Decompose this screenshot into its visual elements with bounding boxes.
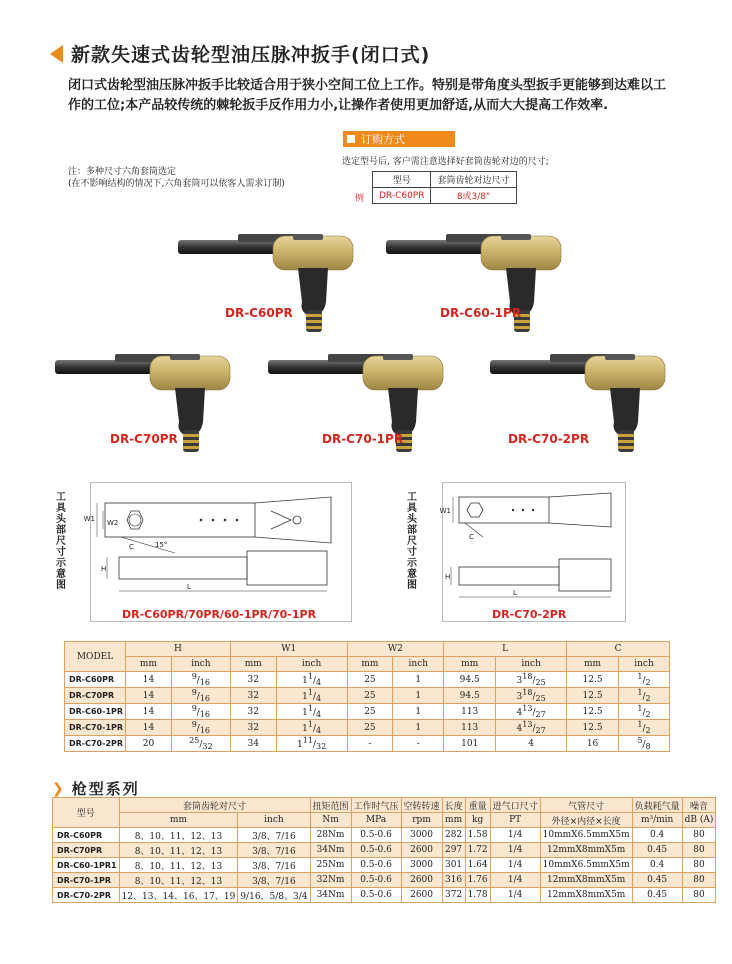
table-cell: 1.78: [465, 888, 490, 903]
page-title: 新款失速式齿轮型油压脉冲扳手(闭口式): [71, 44, 431, 66]
header-weight: 重量: [465, 798, 490, 813]
fraction-cell: $^1/_2$: [619, 688, 670, 704]
table-cell: 10mmX6.5mmX5m: [540, 858, 632, 873]
unit-header: mm: [126, 657, 172, 672]
table-cell: 12mmX8mmX5m: [540, 843, 632, 858]
table-cell: 1/4: [490, 873, 540, 888]
hex-socket-note: [68, 166, 285, 190]
fraction-cell: $^9/_{16}$: [171, 720, 230, 736]
model-cell: DR-C70-1PR: [65, 720, 126, 736]
unit-header: mm: [119, 813, 238, 828]
table-cell: 80: [682, 828, 716, 843]
table-cell: 8、10、11、12、13: [119, 858, 238, 873]
table-cell: 301: [442, 858, 465, 873]
unit-header: Nm: [310, 813, 351, 828]
table-row: [53, 873, 716, 888]
square-icon: [347, 135, 355, 143]
table-cell: -: [393, 736, 444, 752]
dim-angle-label: 15°: [155, 541, 168, 549]
section-title: 枪型系列: [71, 780, 140, 798]
table-cell: 1: [393, 672, 444, 688]
note-line: (在不影响结构的情况下,六角套筒可以依客人需求订制): [68, 179, 285, 189]
table-cell: 372: [442, 888, 465, 903]
table-cell: 12.5: [567, 720, 619, 736]
table-cell: 14: [126, 720, 172, 736]
model-cell: DR-C70PR: [53, 843, 120, 858]
table-cell: 2600: [401, 888, 442, 903]
table-cell: 3/8、7/16: [238, 828, 310, 843]
table-cell: 14: [126, 704, 172, 720]
diagram-box-left: [83, 482, 352, 622]
diagram-caption-left: DR-C60PR/70PR/60-1PR/70-1PR: [122, 608, 317, 621]
unit-header: inch: [238, 813, 310, 828]
table-cell: 3/8、7/16: [238, 843, 310, 858]
fraction-cell: $4^{13}/_{27}$: [496, 720, 567, 736]
table-cell: 25Nm: [310, 858, 351, 873]
fraction-cell: $^9/_{16}$: [171, 704, 230, 720]
table-cell: 16: [567, 736, 619, 752]
table-cell: 32: [230, 720, 276, 736]
fraction-cell: $1^1/_4$: [276, 720, 347, 736]
diagram-vertical-label: 工 具 头 部 尺 寸 示 意 图: [56, 492, 66, 591]
table-row: [53, 828, 716, 843]
table-cell: 32Nm: [310, 873, 351, 888]
model-cell: DR-C70PR: [65, 688, 126, 704]
table-cell: 3/8、7/16: [238, 873, 310, 888]
table-row: [53, 888, 716, 903]
fraction-cell: $^5/_8$: [619, 736, 670, 752]
table-cell: 10mmX6.5mmX5m: [540, 828, 632, 843]
table-cell: -: [347, 736, 393, 752]
header-speed: 空转转速: [401, 798, 442, 813]
unit-header: m³/min: [632, 813, 682, 828]
unit-header: inch: [496, 657, 567, 672]
table-row: [65, 736, 670, 752]
unit-header: mm: [347, 657, 393, 672]
table-cell: 0.45: [632, 843, 682, 858]
table-cell: 25: [347, 720, 393, 736]
table-cell: 8、10、11、12、13: [119, 828, 238, 843]
fraction-cell: $1^1/_4$: [276, 672, 347, 688]
tool-label: DR-C60-1PR: [440, 306, 522, 320]
model-cell: DR-C60-1PR1: [53, 858, 120, 873]
table-cell: 25: [347, 672, 393, 688]
table-cell: 0.5-0.6: [351, 888, 401, 903]
table-cell: 101: [444, 736, 496, 752]
table-cell: 1.64: [465, 858, 490, 873]
unit-header: inch: [393, 657, 444, 672]
table-cell: 1: [393, 704, 444, 720]
table-row: [65, 720, 670, 736]
fraction-cell: $^1/_2$: [619, 672, 670, 688]
intro-paragraph: 闭口式齿轮型油压脉冲扳手比较适合用于狭小空间工位上工作。特别是带角度头型扳手更能够到达难以工作的工位;本产品较传统的棘轮扳手反作用力小,让操作者使用更加舒适,从而大大提高工作效率.: [68, 78, 667, 113]
dimension-drawing-left: [83, 483, 353, 623]
table-cell: 0.4: [632, 858, 682, 873]
dimension-spec-table: [64, 641, 670, 752]
table-cell: 1.72: [465, 843, 490, 858]
dimension-drawing-right: [439, 483, 627, 623]
header-length: 长度: [442, 798, 465, 813]
table-cell: 1/4: [490, 888, 540, 903]
fraction-cell: $1^{11}/_{32}$: [276, 736, 347, 752]
table-cell: 1.58: [465, 828, 490, 843]
dim-l-label: L: [187, 583, 191, 591]
model-header: MODEL: [65, 642, 126, 672]
table-cell: 80: [682, 843, 716, 858]
fraction-cell: $^9/_{16}$: [171, 672, 230, 688]
table-cell: 8、10、11、12、13: [119, 843, 238, 858]
unit-header: rpm: [401, 813, 442, 828]
dim-c-label: C: [469, 533, 474, 541]
table-header-row: [65, 642, 670, 657]
header-torque: 扭矩范围: [310, 798, 351, 813]
order-model-value: DR-C60PR: [373, 188, 431, 204]
table-cell: 2600: [401, 873, 442, 888]
table-cell: 34Nm: [310, 888, 351, 903]
unit-header: mm: [442, 813, 465, 828]
tool-label: DR-C70-2PR: [508, 432, 590, 446]
unit-header: 外径×内径×长度: [540, 813, 632, 828]
table-cell: 1: [393, 688, 444, 704]
tool-label: DR-C70-1PR: [322, 432, 404, 446]
header-noise: 噪音: [682, 798, 716, 813]
table-cell: 0.45: [632, 888, 682, 903]
table-cell: 12.5: [567, 688, 619, 704]
table-cell: 25: [347, 688, 393, 704]
dim-h-label: H: [445, 573, 451, 581]
dim-c-label: C: [129, 543, 134, 551]
fraction-cell: $3^{18}/_{25}$: [496, 672, 567, 688]
table-cell: 113: [444, 704, 496, 720]
fraction-cell: $1^1/_4$: [276, 688, 347, 704]
table-cell: 0.5-0.6: [351, 873, 401, 888]
table-cell: 0.5-0.6: [351, 843, 401, 858]
table-cell: 14: [126, 672, 172, 688]
order-badge: [343, 131, 455, 147]
order-size-value: 8或3/8": [431, 188, 516, 204]
order-table: [372, 171, 517, 204]
group-header-w2: W2: [347, 642, 444, 657]
table-cell: 1/4: [490, 828, 540, 843]
table-cell: 80: [682, 873, 716, 888]
dim-h-label: H: [101, 565, 107, 573]
dim-l-label: L: [513, 589, 517, 597]
table-header-row: [53, 798, 716, 813]
section-title-gun-series: [52, 778, 140, 799]
header-socket-size: 套筒齿轮对尺寸: [119, 798, 310, 813]
unit-header: mm: [567, 657, 619, 672]
fraction-cell: 4: [496, 736, 567, 752]
table-unit-row: [65, 657, 670, 672]
note-line: 注：多种尺寸六角套筒选定: [68, 167, 177, 177]
dim-w1-label: W1: [439, 507, 451, 515]
dim-w1-label: W1: [83, 515, 95, 523]
group-header-l: L: [444, 642, 567, 657]
table-cell: 32: [230, 688, 276, 704]
table-unit-row: [53, 813, 716, 828]
table-row: [65, 688, 670, 704]
diagram-vertical-label: 工 具 头 部 尺 寸 示 意 图: [407, 492, 417, 591]
model-cell: DR-C60PR: [65, 672, 126, 688]
order-header-model: 型号: [373, 172, 431, 188]
table-row: [53, 843, 716, 858]
tool-label: DR-C60PR: [225, 306, 293, 320]
fraction-cell: $^{25}/_{32}$: [171, 736, 230, 752]
table-cell: 12、13、14、16、17、19: [119, 888, 238, 903]
table-cell: 94.5: [444, 672, 496, 688]
unit-header: PT: [490, 813, 540, 828]
header-air: 负载耗气量: [632, 798, 682, 813]
group-header-c: C: [567, 642, 670, 657]
unit-header: mm: [444, 657, 496, 672]
table-cell: 32: [230, 672, 276, 688]
diagram-box-right: [439, 482, 626, 622]
table-cell: 8、10、11、12、13: [119, 873, 238, 888]
model-cell: DR-C60-1PR: [65, 704, 126, 720]
table-cell: 80: [682, 858, 716, 873]
table-cell: 25: [347, 704, 393, 720]
table-cell: 94.5: [444, 688, 496, 704]
group-header-h: H: [126, 642, 231, 657]
table-cell: 9/16、5/8、3/4: [238, 888, 310, 903]
table-cell: 3000: [401, 828, 442, 843]
table-cell: 20: [126, 736, 172, 752]
table-cell: 297: [442, 843, 465, 858]
order-header-size: 套筒齿轮对边尺寸: [431, 172, 516, 188]
unit-header: inch: [171, 657, 230, 672]
model-cell: DR-C70-2PR: [53, 888, 120, 903]
table-cell: 1/4: [490, 858, 540, 873]
title-arrow-icon: [50, 45, 63, 63]
unit-header: mm: [230, 657, 276, 672]
dim-w2-label: W2: [107, 519, 119, 527]
table-row: [65, 672, 670, 688]
table-cell: 32: [230, 704, 276, 720]
gun-series-table: [52, 797, 716, 903]
diagram-caption-right: DR-C70-2PR: [492, 608, 567, 621]
header-pressure: 工作时气压: [351, 798, 401, 813]
unit-header: dB (A): [682, 813, 716, 828]
chevron-right-icon: ❯: [52, 780, 66, 797]
table-cell: 12mmX8mmX5m: [540, 873, 632, 888]
table-cell: 2600: [401, 843, 442, 858]
table-cell: 3000: [401, 858, 442, 873]
order-note: 选定型号后, 客户需注意选择好套筒齿轮对边的尺寸;: [342, 157, 549, 167]
header-model: 型号: [53, 798, 120, 828]
fraction-cell: $1^1/_4$: [276, 704, 347, 720]
table-cell: 3/8、7/16: [238, 858, 310, 873]
table-cell: 12mmX8mmX5m: [540, 888, 632, 903]
fraction-cell: $4^{13}/_{27}$: [496, 704, 567, 720]
fraction-cell: $^1/_2$: [619, 720, 670, 736]
fraction-cell: $^1/_2$: [619, 704, 670, 720]
table-cell: 1: [393, 720, 444, 736]
table-cell: 0.45: [632, 873, 682, 888]
model-cell: DR-C60PR: [53, 828, 120, 843]
table-row: [53, 858, 716, 873]
unit-header: inch: [276, 657, 347, 672]
table-cell: 1/4: [490, 843, 540, 858]
order-badge-label: 订购方式: [361, 133, 405, 146]
table-cell: 316: [442, 873, 465, 888]
table-cell: 282: [442, 828, 465, 843]
table-cell: 34Nm: [310, 843, 351, 858]
page-title-row: [50, 40, 430, 67]
fraction-cell: $^9/_{16}$: [171, 688, 230, 704]
table-cell: 12.5: [567, 704, 619, 720]
table-cell: 1.76: [465, 873, 490, 888]
model-cell: DR-C70-1PR: [53, 873, 120, 888]
header-hose: 气管尺寸: [540, 798, 632, 813]
table-cell: 0.5-0.6: [351, 858, 401, 873]
order-example-label: 例: [355, 194, 365, 204]
table-cell: 34: [230, 736, 276, 752]
tool-label: DR-C70PR: [110, 432, 178, 446]
table-cell: 28Nm: [310, 828, 351, 843]
fraction-cell: $3^{18}/_{25}$: [496, 688, 567, 704]
group-header-w1: W1: [230, 642, 347, 657]
table-cell: 0.5-0.6: [351, 828, 401, 843]
table-row: [65, 704, 670, 720]
table-cell: 12.5: [567, 672, 619, 688]
table-cell: 14: [126, 688, 172, 704]
unit-header: inch: [619, 657, 670, 672]
unit-header: MPa: [351, 813, 401, 828]
table-cell: 113: [444, 720, 496, 736]
header-inlet: 进气口尺寸: [490, 798, 540, 813]
table-cell: 80: [682, 888, 716, 903]
model-cell: DR-C70-2PR: [65, 736, 126, 752]
table-cell: 0.4: [632, 828, 682, 843]
unit-header: kg: [465, 813, 490, 828]
